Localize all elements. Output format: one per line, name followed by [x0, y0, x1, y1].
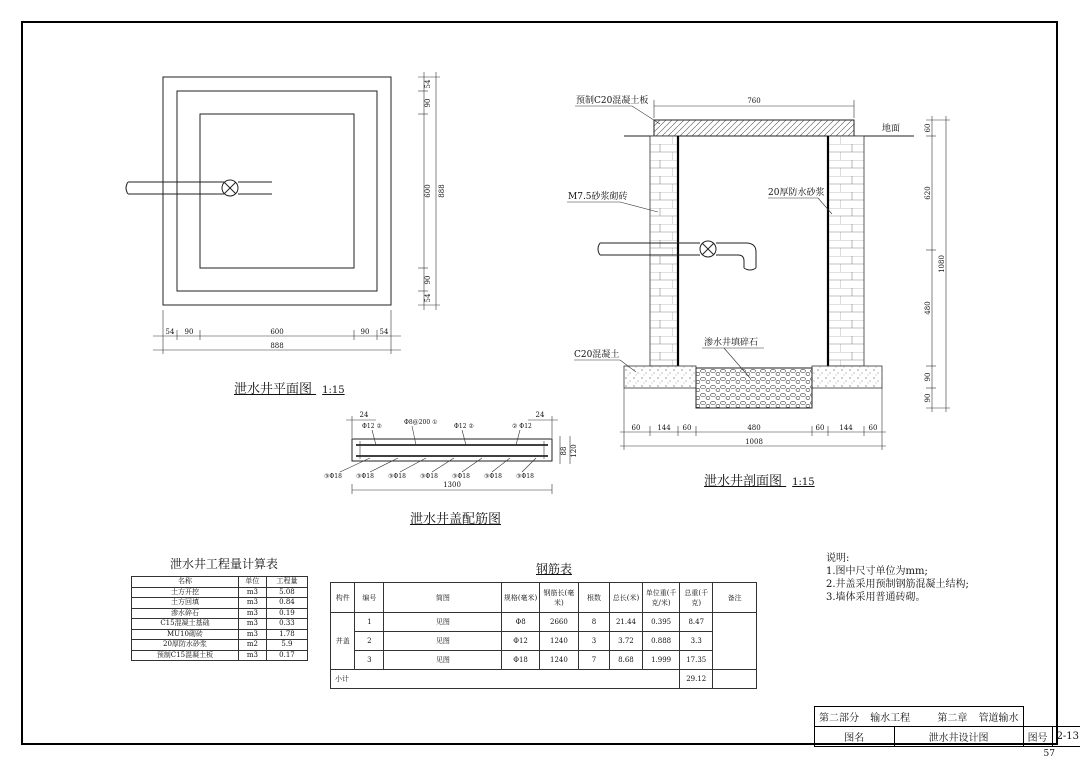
plan-dim-v-4: 54 — [424, 293, 432, 303]
notes-heading: 说明: — [826, 553, 850, 564]
table-row — [331, 651, 757, 670]
rebar-dim-h2: 120 — [570, 444, 578, 458]
table-row — [331, 670, 757, 689]
steel-cell: 3.3 — [680, 632, 713, 651]
steel-header: 根数 — [579, 583, 610, 613]
section-dim-b-total: 1008 — [745, 438, 763, 446]
title-block-number: 2-13 — [1052, 727, 1080, 747]
steel-cell: Φ8 — [502, 613, 539, 632]
table-row — [132, 650, 308, 661]
steel-remarks-cell — [713, 613, 757, 670]
title-block-drawing-name: 泄水井设计图 — [894, 727, 1023, 747]
section-dim-r-2: 480 — [924, 301, 932, 315]
title-block-part-text: 第二部分 — [819, 713, 859, 724]
qty-cell: 5.08 — [266, 587, 307, 598]
note-item: 3.墙体采用普通砖砌。 — [826, 592, 926, 603]
rebar-callout-bottom-6: ③Φ18 — [516, 473, 534, 480]
plan-dim-v-0: 54 — [424, 79, 432, 89]
steel-cell: Φ18 — [502, 651, 539, 670]
section-dim-r-1: 620 — [924, 186, 932, 200]
steel-cell: 17.35 — [680, 651, 713, 670]
steel-cell: 3 — [355, 651, 384, 670]
table-row — [132, 640, 308, 651]
steel-cell: 2660 — [539, 613, 578, 632]
section-dim-r-0: 60 — [924, 123, 932, 133]
steel-cell: 8 — [579, 613, 610, 632]
section-dim-r-total: 1080 — [938, 255, 946, 273]
table-row — [132, 629, 308, 640]
label-concrete: C20混凝土 — [574, 350, 620, 360]
rebar-dim-length: 1300 — [443, 481, 461, 489]
plan-dim-v-1: 90 — [424, 98, 432, 108]
title-block — [814, 706, 1080, 747]
label-plaster: 20厚防水砂浆 — [768, 188, 825, 198]
plan-dim-h-4: 54 — [379, 328, 389, 336]
rebar-callout-bottom-4: ③Φ18 — [452, 473, 470, 480]
plan-dim-h-0: 54 — [165, 328, 175, 336]
rebar-callout-top-3: ② Φ12 — [512, 423, 532, 430]
steel-subtotal-remarks — [713, 670, 757, 689]
section-dim-b-4: 60 — [815, 424, 825, 432]
qty-cell: 0.33 — [266, 619, 307, 630]
steel-cell: 0.395 — [642, 613, 679, 632]
section-dim-b-5: 144 — [839, 424, 853, 432]
section-caption — [704, 470, 815, 489]
qty-cell: 20厚防水砂浆 — [132, 640, 239, 651]
table-row — [132, 598, 308, 609]
title-block-chapter: 第二章 — [937, 713, 968, 724]
steel-header: 总长(米) — [609, 583, 642, 613]
steel-header: 简图 — [384, 583, 502, 613]
qty-cell: 土方回填 — [132, 598, 239, 609]
label-slab: 预制C20混凝土板 — [576, 96, 649, 106]
steel-cell: 2 — [355, 632, 384, 651]
section-dim-b-3: 480 — [747, 424, 761, 432]
table-row — [132, 619, 308, 630]
title-block-part — [815, 707, 1024, 727]
steel-header: 总重(千克) — [680, 583, 713, 613]
plan-title: 泄水井平面图 — [234, 382, 313, 397]
rebar-title: 泄水井盖配筋图 — [410, 512, 502, 527]
section-dim-top: 760 — [747, 97, 761, 105]
label-ground: 地面 — [882, 124, 901, 134]
rebar-callout-top-2: Φ12 ② — [454, 423, 474, 430]
steel-cell: 1.999 — [642, 651, 679, 670]
section-dim-b-2: 60 — [682, 424, 692, 432]
qty-cell: 5.9 — [266, 640, 307, 651]
qty-cell: m3 — [238, 650, 266, 661]
steel-cell: 1240 — [539, 632, 578, 651]
steel-header: 构件 — [331, 583, 355, 613]
table-row — [331, 613, 757, 632]
table-header-row — [132, 577, 308, 588]
qty-cell: m3 — [238, 587, 266, 598]
steel-table — [330, 582, 757, 689]
cover-slab — [654, 120, 854, 136]
rebar-dim-h1: 88 — [560, 446, 568, 456]
quantity-table — [131, 576, 308, 661]
steel-cell: 8.68 — [609, 651, 642, 670]
section-dim-b-6: 60 — [868, 424, 878, 432]
left-brick-wall — [650, 136, 678, 366]
qty-cell: m3 — [238, 629, 266, 640]
title-block-chapter-name: 管道输水 — [978, 713, 1019, 724]
rebar-callout-bottom-1: ③Φ18 — [356, 473, 374, 480]
section-scale: 1:15 — [792, 477, 815, 488]
cover-outline — [352, 439, 552, 461]
qty-cell: m3 — [238, 608, 266, 619]
steel-header: 编号 — [355, 583, 384, 613]
plan-view — [126, 72, 440, 354]
rebar-callout-bottom-3: ③Φ18 — [420, 473, 438, 480]
notes — [826, 552, 969, 604]
quantity-table-title: 泄水井工程量计算表 — [170, 557, 279, 571]
steel-subtotal-value: 29.12 — [680, 670, 713, 689]
plan-dim-v-total: 888 — [438, 184, 446, 198]
rebar-caption — [410, 508, 501, 527]
rebar-callout-top-0: Φ12 ② — [362, 423, 382, 430]
gravel-fill — [696, 368, 812, 408]
steel-cell: 1 — [355, 613, 384, 632]
qty-header-amount: 工程量 — [266, 577, 307, 588]
section-dim-r-3: 90 — [924, 372, 932, 382]
qty-cell: 0.19 — [266, 608, 307, 619]
steel-table-title: 钢筋表 — [536, 562, 573, 576]
plan-dim-h-total: 888 — [270, 342, 284, 350]
qty-cell: 0.84 — [266, 598, 307, 609]
plan-scale: 1:15 — [322, 385, 345, 396]
right-concrete-base — [812, 366, 882, 388]
label-brick: M7.5砂浆砌砖 — [568, 192, 628, 202]
steel-cell: 1240 — [539, 651, 578, 670]
label-gravel: 渗水井填碎石 — [704, 338, 759, 348]
section-dim-b-0: 60 — [631, 424, 641, 432]
table-row — [331, 632, 757, 651]
page-number: 57 — [1043, 749, 1055, 759]
rebar-callout-bottom-5: ③Φ18 — [484, 473, 502, 480]
rebar-dim-24-right: 24 — [535, 411, 545, 419]
section-view — [567, 100, 950, 450]
plan-dim-h-3: 90 — [360, 328, 370, 336]
left-concrete-base — [624, 366, 696, 388]
title-block-blank — [1023, 707, 1080, 727]
steel-subtotal-label: 小计 — [331, 670, 680, 689]
qty-cell: m3 — [238, 598, 266, 609]
title-block-number-label: 图号 — [1023, 727, 1052, 747]
section-dim-r-4: 90 — [924, 393, 932, 403]
right-brick-wall — [828, 136, 864, 366]
steel-cell: 3 — [579, 632, 610, 651]
section-title: 泄水井剖面图 — [704, 474, 783, 489]
steel-header: 钢筋长(毫米) — [539, 583, 578, 613]
qty-cell: MU10砌砖 — [132, 629, 239, 640]
qty-cell: 渗水碎石 — [132, 608, 239, 619]
steel-cell: 见图 — [384, 632, 502, 651]
qty-header-unit: 单位 — [238, 577, 266, 588]
title-block-name-label: 图名 — [815, 727, 895, 747]
qty-cell: m3 — [238, 619, 266, 630]
qty-header-name: 名称 — [132, 577, 239, 588]
steel-group-label: 井盖 — [331, 613, 355, 670]
qty-cell: 土方开挖 — [132, 587, 239, 598]
rebar-callout-top-1: Φ8@200 ① — [404, 419, 438, 426]
plan-dim-h-2: 600 — [270, 328, 284, 336]
qty-cell: 1.78 — [266, 629, 307, 640]
table-row — [132, 587, 308, 598]
qty-cell: m2 — [238, 640, 266, 651]
steel-cell: 0.888 — [642, 632, 679, 651]
plan-dim-v-2: 600 — [424, 184, 432, 198]
steel-header: 规格(毫米) — [502, 583, 539, 613]
steel-cell: 7 — [579, 651, 610, 670]
steel-cell: Φ12 — [502, 632, 539, 651]
plan-dim-v-3: 90 — [424, 275, 432, 285]
rebar-dim-24-left: 24 — [359, 411, 369, 419]
title-block-project: 输水工程 — [870, 713, 911, 724]
steel-cell: 见图 — [384, 613, 502, 632]
qty-cell: 0.17 — [266, 650, 307, 661]
qty-cell: C15混凝土基础 — [132, 619, 239, 630]
steel-cell: 21.44 — [609, 613, 642, 632]
table-row — [132, 608, 308, 619]
qty-cell: 预制C15混凝土板 — [132, 650, 239, 661]
rebar-callout-bottom-2: ③Φ18 — [388, 473, 406, 480]
steel-header: 备注 — [713, 583, 757, 613]
steel-header: 单位重(千克/米) — [642, 583, 679, 613]
steel-cell: 见图 — [384, 651, 502, 670]
steel-cell: 8.47 — [680, 613, 713, 632]
note-item: 1.图中尺寸单位为mm; — [826, 566, 928, 577]
section-dim-b-1: 144 — [657, 424, 671, 432]
plan-dim-h-1: 90 — [184, 328, 194, 336]
rebar-callout-bottom-0: ③Φ18 — [324, 473, 342, 480]
plan-caption — [234, 378, 345, 397]
table-header-row — [331, 583, 757, 613]
note-item: 2.井盖采用预制钢筋混凝土结构; — [826, 579, 969, 590]
steel-cell: 3.72 — [609, 632, 642, 651]
